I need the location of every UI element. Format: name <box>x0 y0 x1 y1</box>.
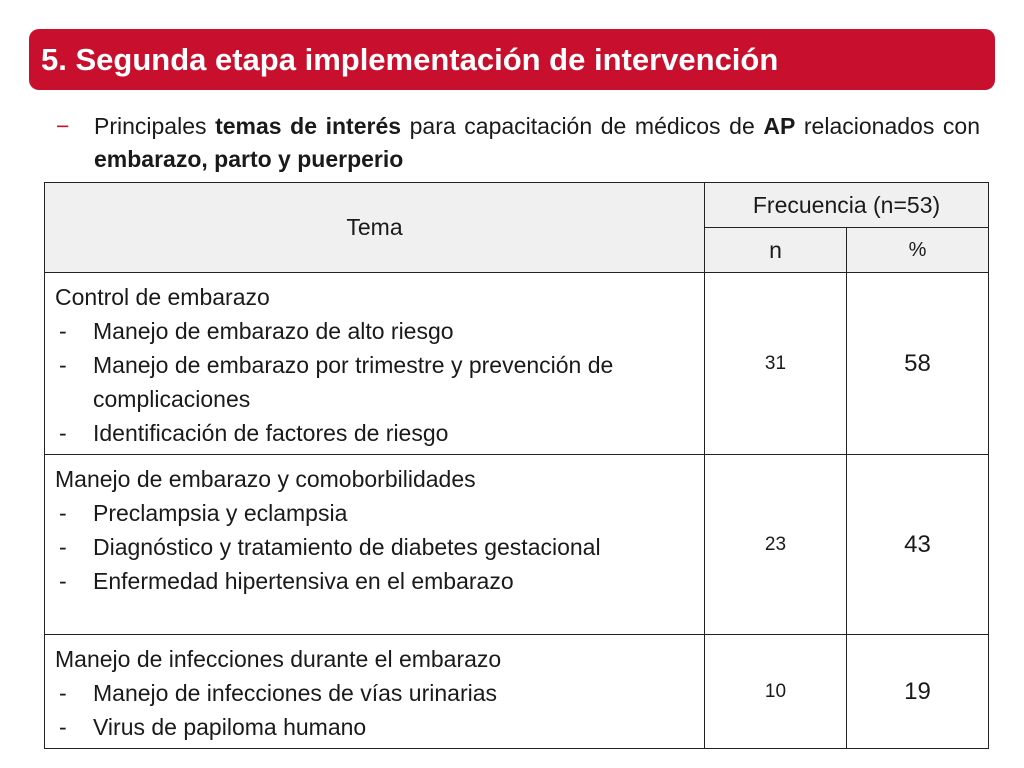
subitem-list <box>55 496 694 598</box>
pct-value: 19 <box>847 635 989 749</box>
intro-part: Principales <box>94 113 216 139</box>
tema-cell <box>45 273 705 455</box>
n-value: 31 <box>705 273 847 455</box>
list-item: - Diagnóstico y tratamiento de diabetes gestacional <box>55 530 694 564</box>
intro-text <box>94 110 980 176</box>
topics-table <box>44 182 989 749</box>
slide-title: 5. Segunda etapa implementación de intervención <box>41 41 779 77</box>
tema-cell <box>45 635 705 749</box>
table-row <box>45 455 989 635</box>
topic-title: Manejo de infecciones durante el embarazo <box>55 646 502 672</box>
intro-part-bold: AP <box>763 113 796 139</box>
n-value: 10 <box>705 635 847 749</box>
list-item: - Preclampsia y eclampsia <box>55 496 694 530</box>
intro-part: relacionados con <box>795 113 980 139</box>
intro-part-bold: temas de interés <box>215 113 402 139</box>
pct-value: 43 <box>847 455 989 635</box>
intro-part-bold: embarazo, parto y puerperio <box>94 146 404 172</box>
list-item: - Manejo de embarazo por trimestre y prevención de complicaciones <box>55 348 694 416</box>
tema-cell <box>45 455 705 635</box>
list-item: - Manejo de embarazo de alto riesgo <box>55 314 694 348</box>
list-item: - Manejo de infecciones de vías urinarias <box>55 676 694 710</box>
intro-bullet <box>56 110 980 176</box>
intro-part: para capacitación de médicos de <box>401 113 764 139</box>
title-banner <box>29 29 995 90</box>
subitem-list <box>55 314 694 450</box>
n-value: 23 <box>705 455 847 635</box>
list-item: - Enfermedad hipertensiva en el embarazo <box>55 564 694 598</box>
topic-title: Manejo de embarazo y comoborbilidades <box>55 466 476 492</box>
list-item: - Identificación de factores de riesgo <box>55 416 694 450</box>
topic-title: Control de embarazo <box>55 284 270 310</box>
list-item: - Virus de papiloma humano <box>55 710 694 744</box>
header-frecuencia: Frecuencia (n=53) <box>705 183 989 228</box>
header-pct: % <box>847 228 989 273</box>
pct-value: 58 <box>847 273 989 455</box>
header-n: n <box>705 228 847 273</box>
bullet-dash: − <box>56 113 70 139</box>
header-tema: Tema <box>45 183 705 273</box>
table-row <box>45 635 989 749</box>
table-row <box>45 273 989 455</box>
subitem-list <box>55 676 694 744</box>
